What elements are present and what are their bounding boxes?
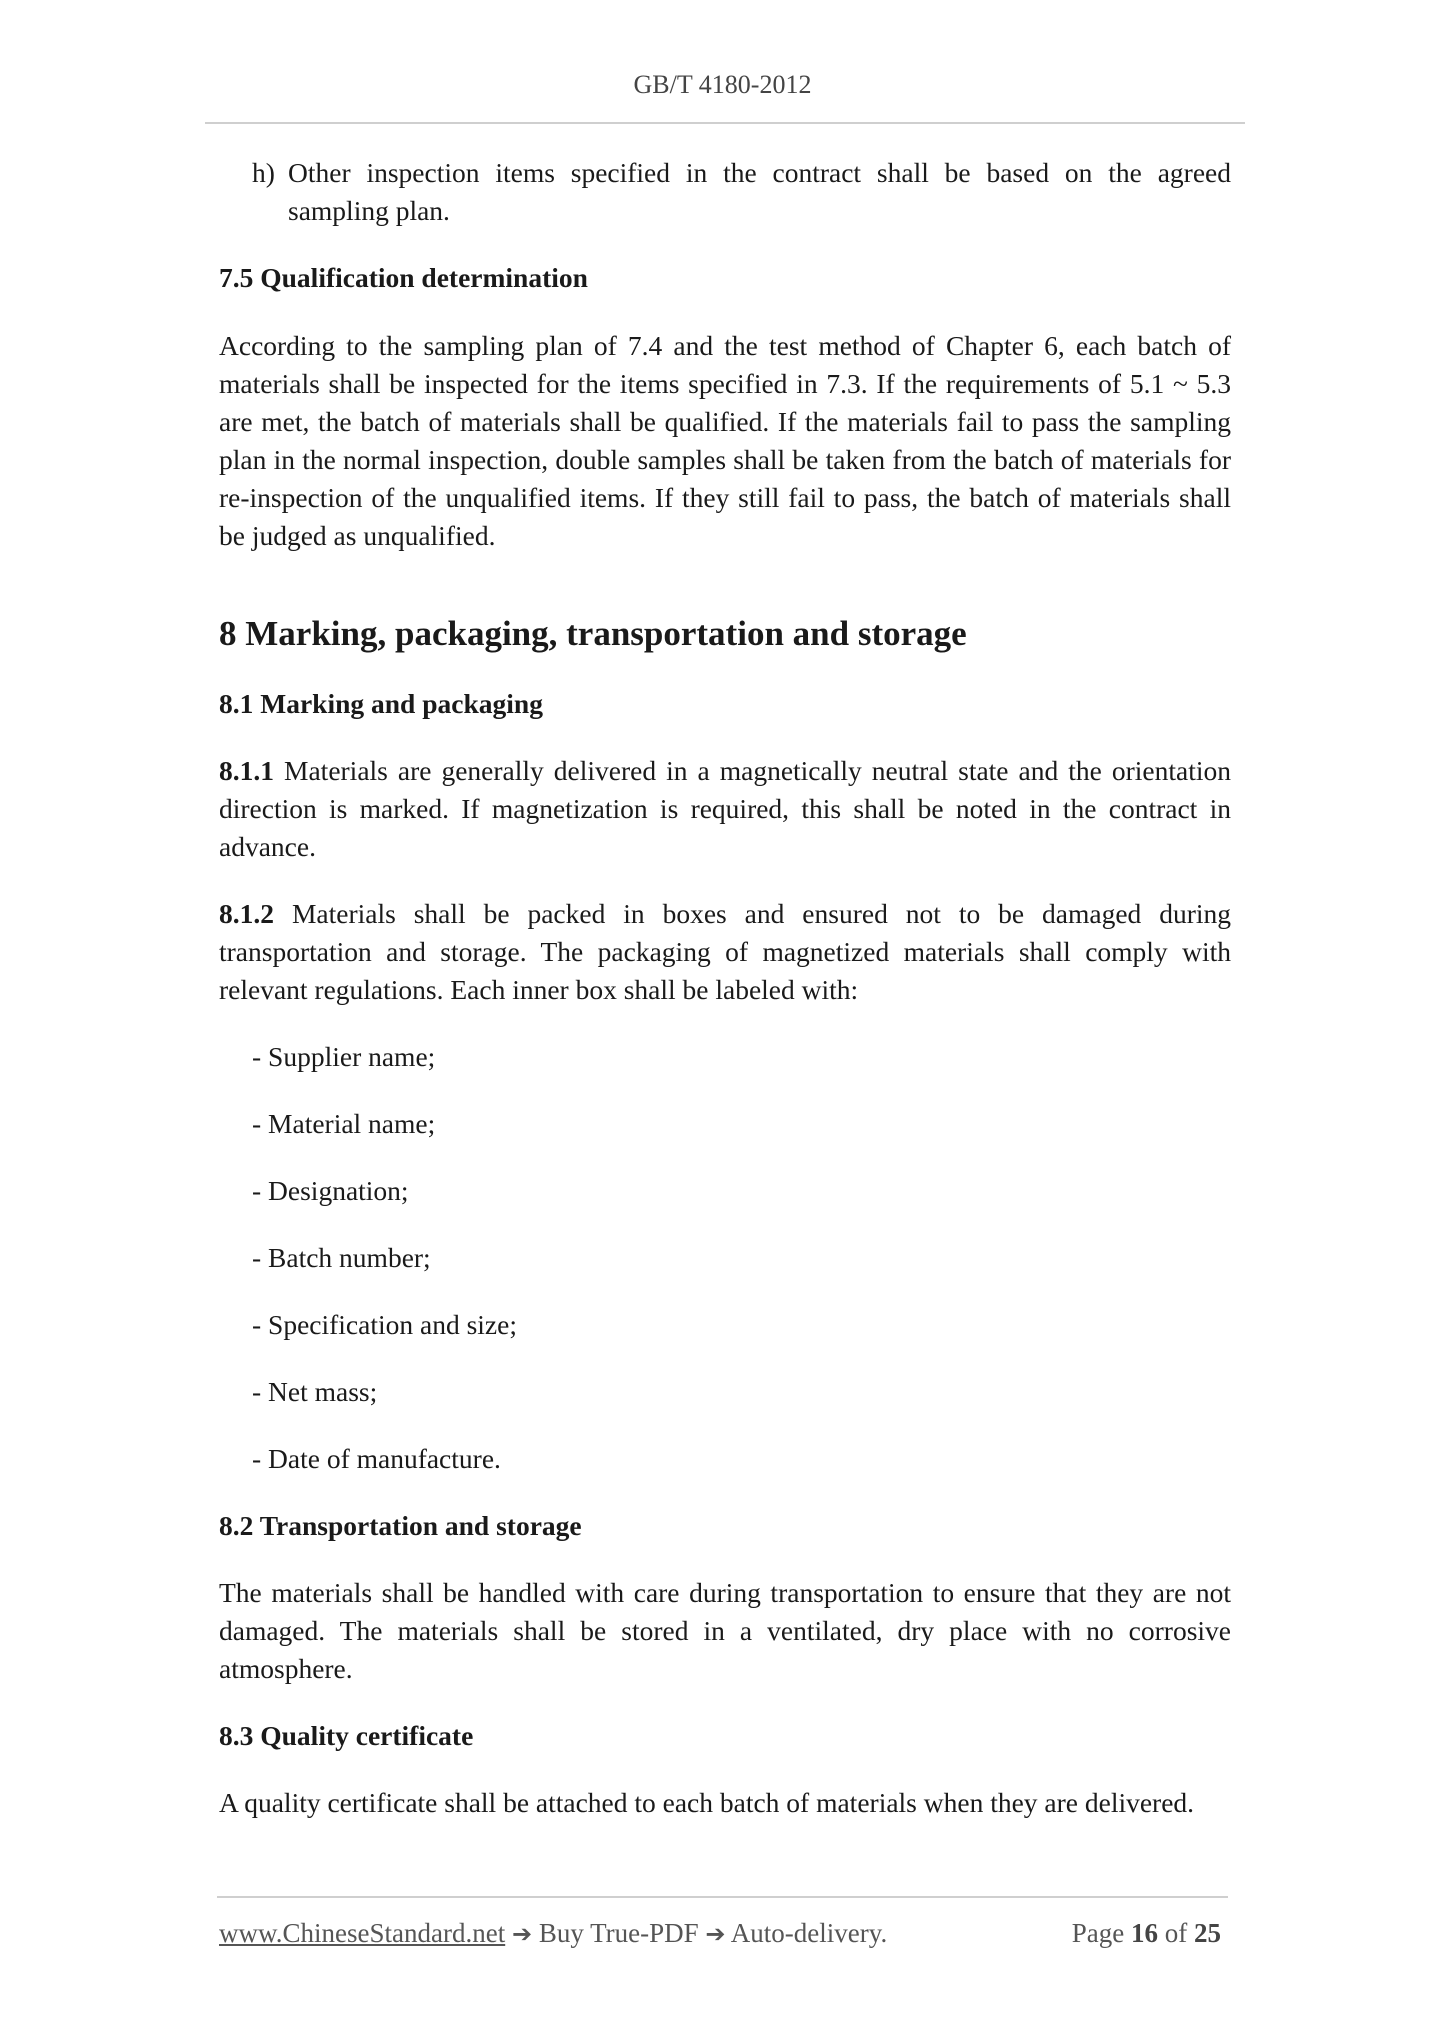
of-label: of [1164, 1918, 1188, 1948]
arrow-right-icon: ➔ [705, 1920, 726, 1948]
clause-8-1-2 [219, 895, 1231, 1009]
clause-8-1-2-number: 8.1.2 [219, 898, 274, 929]
list-item: - Material name; [252, 1108, 436, 1139]
list-item: - Batch number; [252, 1242, 431, 1273]
list-item: - Designation; [252, 1175, 409, 1206]
section-8-1-heading: 8.1 Marking and packaging [219, 688, 543, 719]
section-8-2-heading: 8.2 Transportation and storage [219, 1510, 582, 1541]
section-8-heading: 8 Marking, packaging, transportation and storage [219, 614, 967, 653]
auto-delivery-text: Auto-delivery. [730, 1918, 888, 1948]
site-link[interactable]: www.ChineseStandard.net [219, 1918, 506, 1948]
buy-true-pdf-text: Buy True-PDF [538, 1918, 699, 1948]
header-divider [205, 122, 1245, 124]
page-content [219, 154, 1231, 1822]
page-indicator [1072, 1918, 1221, 1949]
page-total: 25 [1194, 1918, 1221, 1948]
list-item: - Supplier name; [252, 1041, 436, 1072]
list-item: - Net mass; [252, 1376, 378, 1407]
item-h-label: h) [252, 157, 275, 188]
clause-8-1-1-number: 8.1.1 [219, 755, 274, 786]
arrow-right-icon: ➔ [511, 1920, 533, 1948]
document-id-header: GB/T 4180-2012 [633, 70, 812, 99]
footer-divider [217, 1896, 1228, 1898]
page-number: 16 [1131, 1918, 1158, 1948]
item-h-text: Other inspection items specified in the contract shall be based on the agreed sampling plan. [288, 157, 1231, 226]
clause-8-1-1 [219, 752, 1231, 866]
section-7-5-body: According to the sampling plan of 7.4 and the test method of Chapter 6, each batch of materials shall be inspected for the items specified in 7.3. If the requirements of 5.1 ~ 5.3 are met, the batch of materials shall be qualified. If the materials fail to pass the sampling plan in the normal inspection, double samples shall be taken from the batch of materials for re-inspection of the unqualified items. If they still fail to pass, the batch of materials shall be judged as unqualified. [219, 330, 1231, 551]
list-item-h [252, 154, 1231, 230]
section-8-3-body: A quality certificate shall be attached to each batch of materials when they are delivered. [219, 1787, 1195, 1818]
page-footer [219, 1918, 1231, 1949]
section-7-5-heading: 7.5 Qualification determination [219, 262, 588, 293]
list-item: - Specification and size; [252, 1309, 517, 1340]
clause-8-1-1-text: Materials are generally delivered in a magnetically neutral state and the orientation direction is marked. If magnetization is required, this shall be noted in the contract in advance. [219, 755, 1231, 862]
section-8-2-body: The materials shall be handled with care during transportation to ensure that they are not damaged. The materials shall be stored in a ventilated, dry place with no corrosive atmosphere. [219, 1577, 1231, 1684]
section-8-3-heading: 8.3 Quality certificate [219, 1720, 474, 1751]
list-item: - Date of manufacture. [252, 1443, 501, 1474]
page-label: Page [1071, 1918, 1125, 1948]
clause-8-1-2-text: Materials shall be packed in boxes and ensured not to be damaged during transportation and storage. The packaging of magnetized materials shall comply with relevant regulations. Each inner box shall be labeled with: [219, 898, 1232, 1005]
